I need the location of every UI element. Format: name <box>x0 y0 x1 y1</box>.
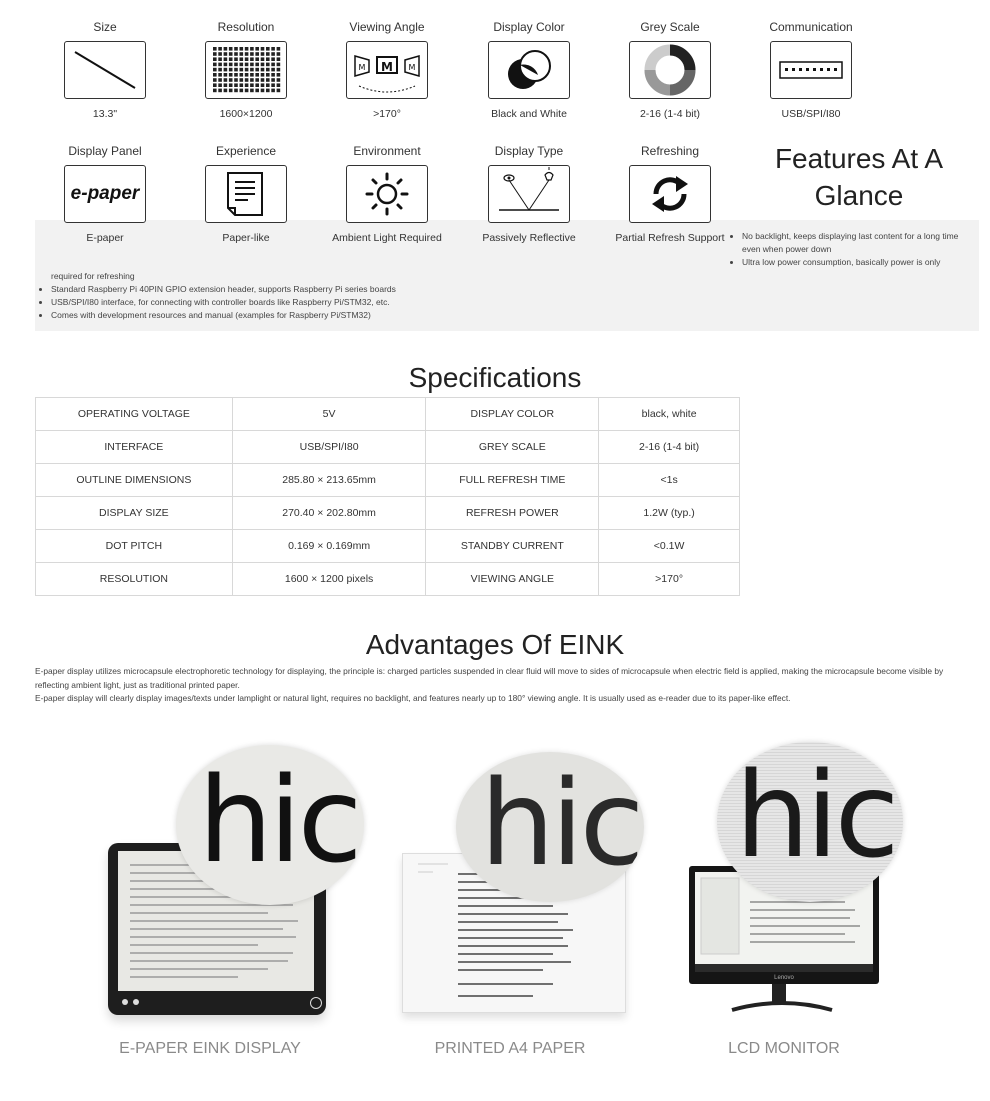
caption-lcd-monitor: LCD MONITOR <box>728 1040 840 1057</box>
power-button-icon <box>310 997 322 1009</box>
lcd-zoom-circle <box>717 742 903 902</box>
reflection-icon <box>488 165 570 223</box>
table-row <box>36 563 740 596</box>
feature-experience <box>181 143 311 246</box>
document-page-icon <box>205 165 287 223</box>
feature-grey-scale <box>605 19 735 122</box>
feature-label: Experience <box>215 144 277 158</box>
feature-value: 1600×1200 <box>219 108 273 120</box>
feature-label: Display Type <box>494 144 564 158</box>
feature-label: Communication <box>769 20 853 34</box>
feature-value: Ambient Light Required <box>332 232 442 244</box>
e-paper-logo-text: e-paper <box>70 183 140 204</box>
feature-environment <box>322 143 452 246</box>
table-row <box>36 464 740 497</box>
spec-key: RESOLUTION <box>36 563 233 596</box>
advantages-heading: Advantages Of EINK <box>365 629 625 660</box>
pin-header-icon <box>770 41 852 99</box>
spec-key: REFRESH POWER <box>426 497 599 530</box>
specs-table <box>35 397 740 596</box>
features-heading: Features At A Glance <box>774 143 944 211</box>
spec-key: VIEWING ANGLE <box>426 563 599 596</box>
spec-value: 2-16 (1-4 bit) <box>599 431 740 464</box>
spec-value: 5V <box>232 398 426 431</box>
bullet-item: • Comes with development resources and manual (examples for Raspberry Pi/STM32) <box>51 309 735 322</box>
table-row <box>36 431 740 464</box>
bullet-item: • Standard Raspberry Pi 40PIN GPIO extension header, supports Raspberry Pi series boards <box>51 283 735 296</box>
bullet-item: • Ultra low power consumption, basically power is only <box>742 256 966 269</box>
feature-value: 13.3" <box>92 108 118 120</box>
feature-resolution <box>181 19 311 122</box>
feature-display-panel <box>40 143 170 246</box>
sun-icon <box>346 165 428 223</box>
spec-key: DOT PITCH <box>36 530 233 563</box>
feature-label: Grey Scale <box>640 20 700 34</box>
feature-value: E-paper <box>86 232 124 244</box>
spec-key: OUTLINE DIMENSIONS <box>36 464 233 497</box>
spec-key: STANDBY CURRENT <box>426 530 599 563</box>
spec-value: 285.80 × 213.65mm <box>232 464 426 497</box>
features-bullets-right <box>726 230 966 269</box>
zoom-text: hic <box>735 746 896 884</box>
spec-key: GREY SCALE <box>426 431 599 464</box>
feature-label: Display Panel <box>68 144 142 158</box>
spec-key: OPERATING VOLTAGE <box>36 398 233 431</box>
spec-value: black, white <box>599 398 740 431</box>
svg-text:M: M <box>358 63 366 72</box>
paper-zoom-circle <box>456 752 644 902</box>
monitor-stand-base <box>722 994 842 1014</box>
spec-value: >170° <box>599 563 740 596</box>
feature-value: 2-16 (1-4 bit) <box>639 108 701 120</box>
diagonal-line-icon <box>64 41 146 99</box>
zoom-text: hic <box>480 754 641 892</box>
feature-label: Display Color <box>493 20 565 34</box>
spec-value: 0.169 × 0.169mm <box>232 530 426 563</box>
feature-value: USB/SPI/I80 <box>781 108 841 120</box>
indicator-dot <box>133 999 139 1005</box>
table-row <box>36 497 740 530</box>
spec-key: DISPLAY SIZE <box>36 497 233 530</box>
pixel-grid-icon <box>205 41 287 99</box>
indicator-dot <box>122 999 128 1005</box>
feature-value: Passively Reflective <box>482 232 576 244</box>
svg-text:M: M <box>408 63 416 72</box>
spec-key: INTERFACE <box>36 431 233 464</box>
feature-label: Viewing Angle <box>349 20 425 34</box>
bullet-continuation: required for refreshing <box>51 271 135 281</box>
feature-value: Black and White <box>491 108 567 120</box>
feature-label: Environment <box>353 144 421 158</box>
feature-viewing-angle <box>322 19 452 122</box>
features-bullets-left <box>35 283 735 322</box>
feature-value: Partial Refresh Support <box>615 232 725 244</box>
zoom-text: hic <box>198 751 359 889</box>
feature-value: >170° <box>373 108 401 120</box>
table-row <box>36 398 740 431</box>
spec-value: USB/SPI/I80 <box>232 431 426 464</box>
feature-size <box>40 19 170 122</box>
table-row <box>36 530 740 563</box>
bullet-item: • No backlight, keeps displaying last content for a long time even when power down <box>742 230 966 256</box>
monitor-brand: Lenovo <box>774 975 794 981</box>
spec-value: <0.1W <box>599 530 740 563</box>
feature-label: Refreshing <box>640 144 700 158</box>
svg-text:M: M <box>381 60 393 74</box>
black-white-circles-icon <box>488 41 570 99</box>
caption-printed-paper: PRINTED A4 PAPER <box>434 1040 586 1057</box>
feature-refreshing <box>605 143 735 246</box>
spec-key: FULL REFRESH TIME <box>426 464 599 497</box>
e-paper-zoom-circle <box>176 745 364 905</box>
grey-scale-ring-icon <box>629 41 711 99</box>
spec-value: 1.2W (typ.) <box>599 497 740 530</box>
advantages-paragraph: E-paper display will clearly display images/texts under lamplight or natural light, requires no backlight, and features nearly up to 180° viewing angle. It is usually used as e-reader due to its paper-like effect. <box>35 693 791 703</box>
spec-value: 270.40 × 202.80mm <box>232 497 426 530</box>
feature-label: Size <box>93 20 117 34</box>
feature-communication <box>746 19 876 122</box>
specs-heading: Specifications <box>408 362 582 393</box>
caption-e-paper: E-PAPER EINK DISPLAY <box>119 1040 301 1057</box>
advantages-paragraph: E-paper display utilizes microcapsule electrophoretic technology for displaying, the principle is: charged particles suspended in clear fluid will move to sides of microcapsule when electric field is applied, making the microcapsule become visible by reflecting ambient light, just as traditional printed paper. <box>35 666 944 690</box>
feature-display-color <box>464 19 594 122</box>
viewing-angle-icon <box>346 41 428 99</box>
feature-display-type <box>464 143 594 246</box>
spec-value: <1s <box>599 464 740 497</box>
feature-value: Paper-like <box>222 232 270 244</box>
spec-value: 1600 × 1200 pixels <box>232 563 426 596</box>
spec-key: DISPLAY COLOR <box>426 398 599 431</box>
refresh-arrows-icon <box>629 165 711 223</box>
feature-label: Resolution <box>217 20 275 34</box>
e-paper-logo-icon <box>64 165 146 223</box>
bullet-item: • USB/SPI/I80 interface, for connecting with controller boards like Raspberry Pi/STM32, etc. <box>51 296 735 309</box>
